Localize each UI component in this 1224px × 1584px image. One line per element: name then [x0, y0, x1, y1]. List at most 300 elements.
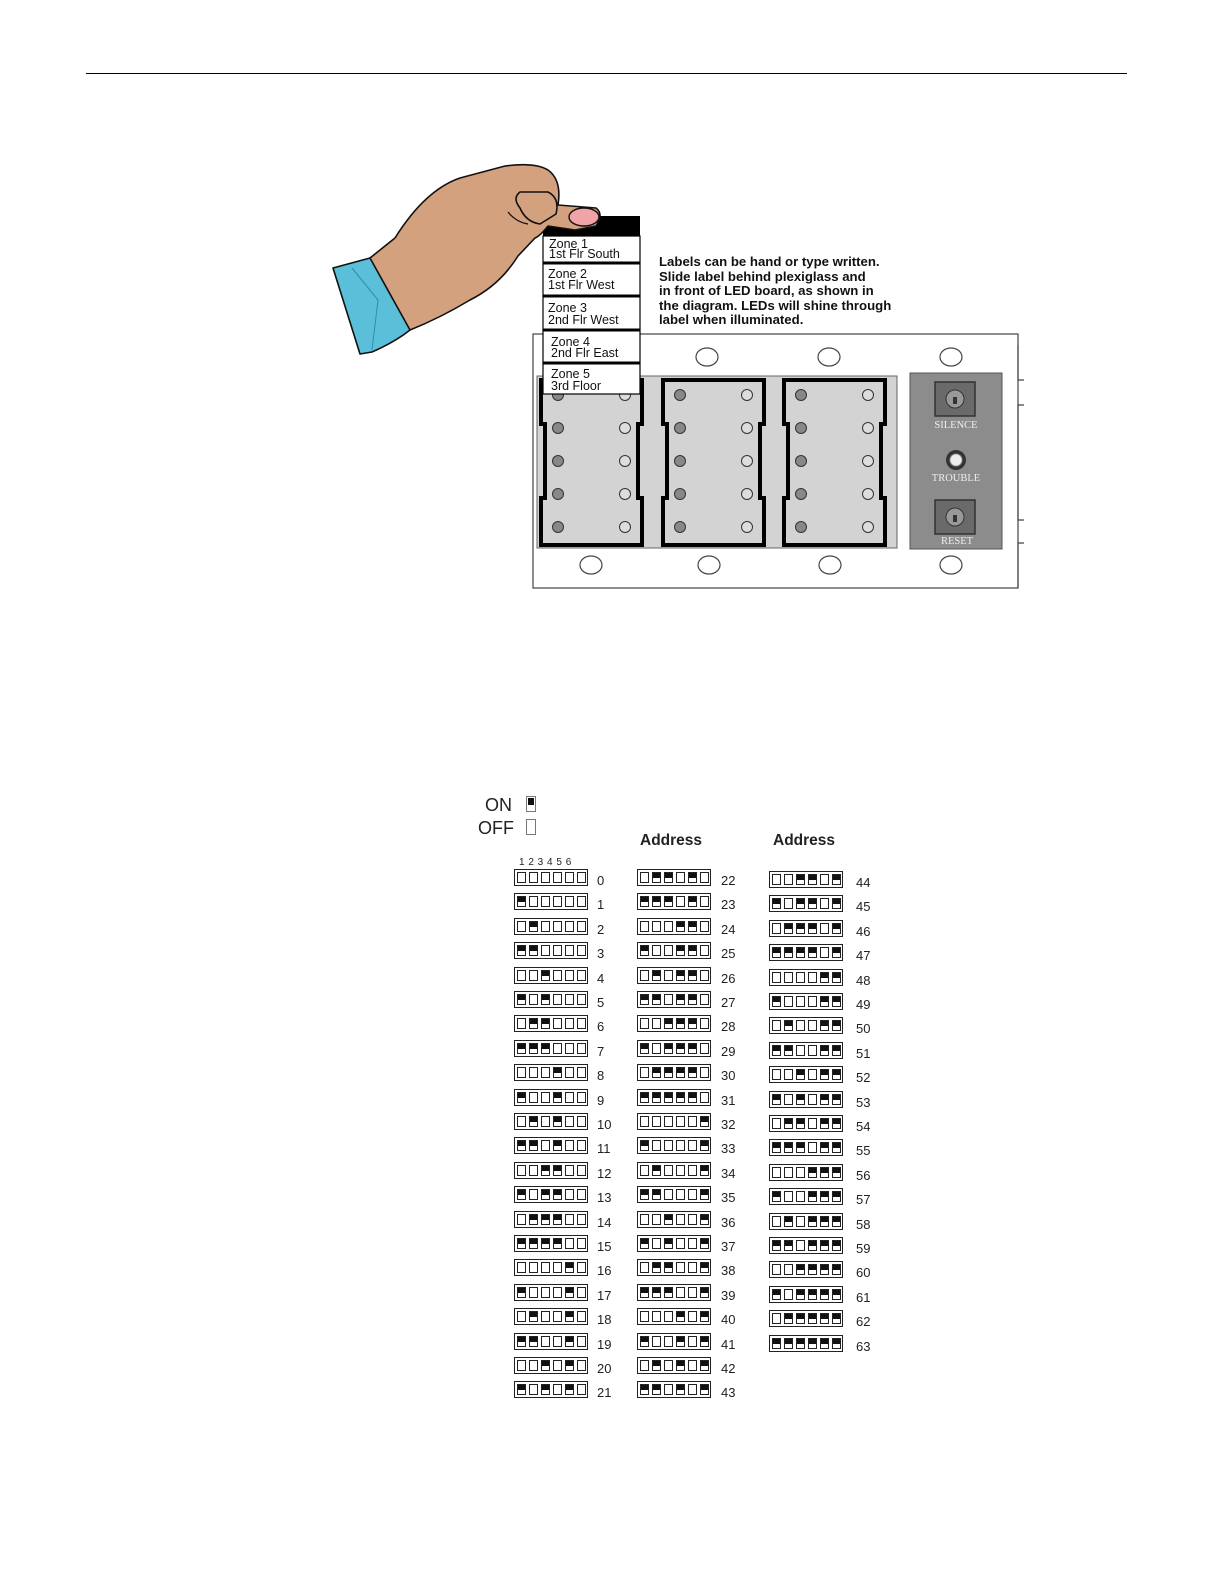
dip-switch-position-3 — [664, 1214, 673, 1225]
dip-switch-address-24 — [637, 918, 711, 935]
dip-switch-position-6 — [700, 1360, 709, 1371]
dip-switch-position-3 — [541, 1067, 550, 1078]
address-number: 26 — [721, 971, 736, 986]
dip-switch-position-3 — [664, 1165, 673, 1176]
dip-switch-position-3 — [796, 1045, 805, 1056]
dip-switch-position-6 — [577, 1360, 586, 1371]
dip-switch-position-4 — [808, 1094, 817, 1105]
address-number: 49 — [856, 997, 871, 1012]
dip-switch-position-4 — [553, 1043, 562, 1054]
instruction-line: Labels can be hand or type written. — [659, 254, 880, 269]
dip-switch-position-6 — [700, 1262, 709, 1273]
dip-switch-position-1 — [517, 1214, 526, 1225]
dip-switch-position-6 — [700, 1189, 709, 1200]
dip-switch-position-1 — [772, 1094, 781, 1105]
dip-switch-position-2 — [784, 1240, 793, 1251]
dip-switch-position-1 — [517, 1140, 526, 1151]
dip-switch-address-9 — [514, 1089, 588, 1106]
dip-switch-position-4 — [553, 1360, 562, 1371]
address-number: 20 — [597, 1361, 612, 1376]
dip-switch-position-1 — [517, 970, 526, 981]
dip-switch-position-5 — [565, 1018, 574, 1029]
dip-switch-position-4 — [676, 970, 685, 981]
address-number: 39 — [721, 1288, 736, 1303]
dip-switch-address-25 — [637, 942, 711, 959]
dip-switch-position-1 — [640, 1165, 649, 1176]
dip-switch-position-1 — [517, 1116, 526, 1127]
dip-switch-position-3 — [541, 945, 550, 956]
dip-switch-position-3 — [664, 970, 673, 981]
dip-switch-position-2 — [529, 970, 538, 981]
dip-switch-position-3 — [664, 896, 673, 907]
dip-switch-position-3 — [796, 1118, 805, 1129]
address-number: 54 — [856, 1119, 871, 1134]
address-number: 2 — [597, 922, 605, 937]
dip-switch-position-1 — [640, 1214, 649, 1225]
dip-switch-position-1 — [517, 1165, 526, 1176]
dip-switch-position-3 — [664, 1018, 673, 1029]
instruction-line: label when illuminated. — [659, 312, 804, 328]
address-number: 27 — [721, 995, 736, 1010]
address-number: 7 — [597, 1044, 605, 1059]
dip-switch-position-3 — [541, 1140, 550, 1151]
dip-switch-position-4 — [676, 945, 685, 956]
dip-switch-position-6 — [577, 1189, 586, 1200]
dip-switch-position-3 — [796, 1313, 805, 1324]
address-number: 41 — [721, 1337, 736, 1352]
dip-switch-position-1 — [517, 1189, 526, 1200]
dip-switch-position-6 — [577, 1092, 586, 1103]
dip-switch-position-5 — [565, 1262, 574, 1273]
dip-switch-position-4 — [553, 970, 562, 981]
dip-switch-address-5 — [514, 991, 588, 1008]
dip-switch-position-5 — [688, 1116, 697, 1127]
dip-switch-position-1 — [517, 1287, 526, 1298]
dip-switch-position-1 — [640, 1189, 649, 1200]
slide-label-3-line2: 2nd Flr West — [548, 313, 619, 327]
dip-switch-position-6 — [832, 1191, 841, 1202]
dip-switch-position-4 — [676, 921, 685, 932]
address-number: 46 — [856, 924, 871, 939]
address-number: 23 — [721, 897, 736, 912]
address-number: 45 — [856, 899, 871, 914]
dip-switch-position-6 — [832, 1020, 841, 1031]
dip-switch-position-1 — [640, 1384, 649, 1395]
dip-switch-position-6 — [700, 1092, 709, 1103]
dip-switch-address-18 — [514, 1308, 588, 1325]
dip-switch-position-2 — [652, 1067, 661, 1078]
dip-switch-position-1 — [640, 1287, 649, 1298]
dip-switch-position-5 — [820, 874, 829, 885]
dip-switch-position-5 — [565, 1116, 574, 1127]
dip-switch-position-1 — [640, 970, 649, 981]
dip-switch-position-2 — [784, 972, 793, 983]
dip-switch-position-6 — [700, 1165, 709, 1176]
dip-switch-position-4 — [553, 1238, 562, 1249]
dip-switch-position-1 — [640, 872, 649, 883]
dip-switch-position-1 — [772, 996, 781, 1007]
dip-switch-position-6 — [832, 1289, 841, 1300]
address-number: 57 — [856, 1192, 871, 1207]
dip-switch-position-3 — [664, 945, 673, 956]
dip-switch-address-1 — [514, 893, 588, 910]
dip-switch-position-4 — [553, 896, 562, 907]
address-number: 35 — [721, 1190, 736, 1205]
dip-switch-address-48 — [769, 969, 843, 986]
address-number: 3 — [597, 946, 605, 961]
dip-switch-position-1 — [772, 1264, 781, 1275]
address-number: 51 — [856, 1046, 871, 1061]
dip-switch-position-6 — [577, 1336, 586, 1347]
dip-switch-address-35 — [637, 1186, 711, 1203]
dip-switch-position-5 — [565, 1140, 574, 1151]
dip-switch-position-4 — [676, 1043, 685, 1054]
slide-label-2-line1: Zone 2 — [548, 267, 587, 281]
dip-switch-position-6 — [577, 1067, 586, 1078]
dip-switch-position-4 — [676, 1018, 685, 1029]
dip-switch-position-5 — [820, 1142, 829, 1153]
dip-switch-position-4 — [676, 1262, 685, 1273]
dip-switch-position-5 — [820, 1167, 829, 1178]
dip-switch-position-1 — [772, 1118, 781, 1129]
dip-switch-position-2 — [529, 945, 538, 956]
dip-switch-position-2 — [529, 1262, 538, 1273]
dip-switch-position-3 — [664, 1360, 673, 1371]
dip-switch-position-3 — [541, 1214, 550, 1225]
dip-switch-position-1 — [517, 872, 526, 883]
dip-switch-position-6 — [700, 896, 709, 907]
dip-switch-position-2 — [784, 1118, 793, 1129]
address-number: 22 — [721, 873, 736, 888]
dip-switch-position-2 — [652, 1287, 661, 1298]
dip-switch-position-5 — [820, 1191, 829, 1202]
dip-switch-position-4 — [676, 1287, 685, 1298]
dip-switch-position-4 — [808, 1142, 817, 1153]
dip-switch-position-6 — [577, 1018, 586, 1029]
dip-switch-position-5 — [688, 1214, 697, 1225]
dip-switch-position-4 — [553, 921, 562, 932]
dip-switch-position-4 — [676, 1360, 685, 1371]
dip-switch-position-3 — [796, 1191, 805, 1202]
dip-switch-position-3 — [796, 1142, 805, 1153]
address-number: 62 — [856, 1314, 871, 1329]
address-number: 43 — [721, 1385, 736, 1400]
dip-switch-position-6 — [577, 1214, 586, 1225]
dip-switch-position-6 — [700, 1140, 709, 1151]
dip-switch-address-8 — [514, 1064, 588, 1081]
dip-switch-position-6 — [832, 1264, 841, 1275]
dip-switch-address-63 — [769, 1335, 843, 1352]
dip-switch-position-2 — [784, 874, 793, 885]
dip-switch-position-3 — [541, 1043, 550, 1054]
dip-switch-position-5 — [565, 970, 574, 981]
address-number: 16 — [597, 1263, 612, 1278]
address-number: 28 — [721, 1019, 736, 1034]
dip-switch-position-1 — [772, 972, 781, 983]
dip-switch-position-2 — [529, 872, 538, 883]
dip-switch-position-4 — [808, 1045, 817, 1056]
slide-label-4-line2: 2nd Flr East — [551, 346, 619, 360]
dip-switch-position-4 — [808, 1020, 817, 1031]
dip-switch-position-2 — [529, 896, 538, 907]
dip-switch-address-22 — [637, 869, 711, 886]
address-number: 63 — [856, 1339, 871, 1354]
dip-switch-position-1 — [772, 898, 781, 909]
dip-switch-position-1 — [772, 1020, 781, 1031]
switch-position-labels: 1 2 3 4 5 6 — [519, 857, 572, 868]
dip-switch-position-6 — [700, 921, 709, 932]
dip-switch-position-5 — [688, 1336, 697, 1347]
silence-label: SILENCE — [934, 420, 978, 431]
dip-switch-position-5 — [565, 1384, 574, 1395]
dip-switch-position-2 — [529, 1116, 538, 1127]
dip-switch-position-1 — [772, 874, 781, 885]
dip-switch-position-4 — [553, 1336, 562, 1347]
dip-switch-position-1 — [517, 1067, 526, 1078]
address-number: 14 — [597, 1215, 612, 1230]
dip-switch-position-1 — [640, 1262, 649, 1273]
dip-switch-position-6 — [577, 1116, 586, 1127]
dip-switch-position-4 — [808, 1264, 817, 1275]
dip-switch-position-5 — [688, 896, 697, 907]
dip-switch-position-2 — [652, 1043, 661, 1054]
dip-switch-position-4 — [553, 1214, 562, 1225]
dip-switch-position-6 — [700, 1116, 709, 1127]
dip-switch-position-2 — [784, 1289, 793, 1300]
dip-switch-address-38 — [637, 1259, 711, 1276]
dip-switch-position-4 — [553, 1018, 562, 1029]
dip-switch-address-42 — [637, 1357, 711, 1374]
dip-switch-position-1 — [772, 1240, 781, 1251]
dip-switch-position-4 — [676, 1140, 685, 1151]
dip-switch-position-5 — [820, 1264, 829, 1275]
dip-switch-position-3 — [664, 994, 673, 1005]
address-number: 21 — [597, 1385, 612, 1400]
address-number: 61 — [856, 1290, 871, 1305]
dip-switch-position-1 — [772, 1191, 781, 1202]
dip-switch-position-4 — [808, 898, 817, 909]
dip-switch-address-53 — [769, 1091, 843, 1108]
dip-switch-position-2 — [784, 1094, 793, 1105]
dip-switch-position-5 — [820, 1094, 829, 1105]
dip-switch-address-6 — [514, 1015, 588, 1032]
address-number: 33 — [721, 1141, 736, 1156]
dip-switch-position-3 — [541, 1116, 550, 1127]
address-number: 53 — [856, 1095, 871, 1110]
dip-switch-position-1 — [640, 1043, 649, 1054]
address-number: 56 — [856, 1168, 871, 1183]
dip-switch-position-3 — [541, 1336, 550, 1347]
dip-switch-address-26 — [637, 967, 711, 984]
dip-switch-position-5 — [565, 1360, 574, 1371]
dip-switch-position-2 — [652, 1165, 661, 1176]
slide-label-5-line2: 3rd Floor — [551, 379, 602, 393]
dip-switch-position-3 — [796, 947, 805, 958]
slide-label-1-line2: 1st Flr South — [549, 247, 620, 261]
dip-switch-position-5 — [565, 994, 574, 1005]
address-number: 13 — [597, 1190, 612, 1205]
dip-switch-position-6 — [700, 1238, 709, 1249]
dip-switch-position-6 — [577, 896, 586, 907]
dip-switch-position-2 — [652, 1384, 661, 1395]
dip-switch-position-5 — [565, 872, 574, 883]
address-number: 6 — [597, 1019, 605, 1034]
dip-switch-position-4 — [808, 923, 817, 934]
dip-switch-position-4 — [553, 1189, 562, 1200]
address-number: 18 — [597, 1312, 612, 1327]
dip-switch-position-5 — [565, 1336, 574, 1347]
dip-switch-position-1 — [772, 1338, 781, 1349]
dip-switch-position-1 — [772, 1142, 781, 1153]
address-number: 42 — [721, 1361, 736, 1376]
dip-switch-position-3 — [541, 1384, 550, 1395]
dip-switch-position-2 — [529, 1043, 538, 1054]
dip-switch-position-5 — [565, 1214, 574, 1225]
address-number: 50 — [856, 1021, 871, 1036]
trouble-label: TROUBLE — [931, 473, 981, 484]
dip-switch-address-15 — [514, 1235, 588, 1252]
dip-switch-position-6 — [577, 1262, 586, 1273]
dip-switch-position-5 — [820, 1240, 829, 1251]
dip-switch-position-6 — [700, 1018, 709, 1029]
dip-switch-position-4 — [553, 1287, 562, 1298]
address-number: 44 — [856, 875, 871, 890]
slide-label-5-line1: Zone 5 — [551, 367, 590, 381]
slide-label-4-line1: Zone 4 — [551, 335, 590, 349]
dip-switch-position-6 — [577, 1140, 586, 1151]
slide-label-3-line1: Zone 3 — [548, 301, 587, 315]
dip-switch-position-1 — [772, 1045, 781, 1056]
dip-switch-position-1 — [517, 1238, 526, 1249]
dip-switch-address-12 — [514, 1162, 588, 1179]
dip-switch-position-5 — [820, 1313, 829, 1324]
dip-switch-address-36 — [637, 1211, 711, 1228]
dip-switch-position-3 — [541, 1238, 550, 1249]
address-number: 15 — [597, 1239, 612, 1254]
address-number: 40 — [721, 1312, 736, 1327]
dip-switch-address-46 — [769, 920, 843, 937]
dip-switch-position-5 — [688, 872, 697, 883]
dip-switch-position-4 — [676, 1189, 685, 1200]
address-number: 48 — [856, 973, 871, 988]
address-number: 58 — [856, 1217, 871, 1232]
dip-switch-position-6 — [832, 898, 841, 909]
dip-switch-position-5 — [820, 1118, 829, 1129]
dip-switch-position-1 — [772, 923, 781, 934]
address-number: 24 — [721, 922, 736, 937]
dip-switch-position-4 — [553, 1311, 562, 1322]
dip-switch-position-6 — [577, 1043, 586, 1054]
dip-switch-position-2 — [652, 1214, 661, 1225]
dip-switch-position-2 — [529, 1067, 538, 1078]
dip-switch-position-6 — [832, 947, 841, 958]
dip-switch-address-7 — [514, 1040, 588, 1057]
dip-switch-address-55 — [769, 1139, 843, 1156]
address-number: 11 — [597, 1141, 611, 1156]
dip-switch-position-2 — [529, 1165, 538, 1176]
instruction-line: the diagram. LEDs will shine through — [659, 297, 892, 313]
dip-switch-position-1 — [517, 994, 526, 1005]
dip-switch-position-4 — [553, 1262, 562, 1273]
dip-switch-position-4 — [808, 1240, 817, 1251]
dip-switch-position-6 — [832, 1216, 841, 1227]
dip-switch-address-44 — [769, 871, 843, 888]
dip-switch-position-4 — [676, 872, 685, 883]
dip-switch-position-5 — [688, 1140, 697, 1151]
dip-switch-position-5 — [688, 1067, 697, 1078]
dip-switch-position-1 — [772, 1167, 781, 1178]
dip-switch-position-2 — [529, 1140, 538, 1151]
dip-switch-position-6 — [577, 1384, 586, 1395]
dip-switch-position-2 — [529, 1018, 538, 1029]
dip-switch-position-2 — [784, 1313, 793, 1324]
dip-switch-position-5 — [565, 1311, 574, 1322]
dip-switch-position-3 — [541, 872, 550, 883]
dip-switch-position-1 — [640, 1311, 649, 1322]
dip-switch-position-6 — [700, 872, 709, 883]
dip-switch-position-2 — [652, 872, 661, 883]
dip-switch-address-31 — [637, 1089, 711, 1106]
address-number: 52 — [856, 1070, 871, 1085]
dip-switch-position-2 — [652, 1262, 661, 1273]
dip-switch-position-2 — [652, 945, 661, 956]
dip-switch-position-5 — [688, 994, 697, 1005]
dip-switch-position-6 — [700, 945, 709, 956]
legend-off-label: OFF — [478, 818, 514, 838]
dip-switch-position-4 — [676, 1214, 685, 1225]
dip-switch-position-3 — [541, 994, 550, 1005]
dip-switch-position-6 — [577, 1287, 586, 1298]
dip-switch-position-3 — [541, 1165, 550, 1176]
dip-switch-position-2 — [652, 970, 661, 981]
address-number: 60 — [856, 1265, 871, 1280]
dip-switch-address-11 — [514, 1137, 588, 1154]
address-number: 32 — [721, 1117, 736, 1132]
dip-switch-position-2 — [652, 921, 661, 932]
dip-switch-address-33 — [637, 1137, 711, 1154]
dip-switch-position-3 — [541, 970, 550, 981]
address-number: 29 — [721, 1044, 736, 1059]
dip-switch-position-6 — [832, 972, 841, 983]
dip-switch-address-13 — [514, 1186, 588, 1203]
dip-switch-position-1 — [640, 945, 649, 956]
dip-switch-position-2 — [652, 1140, 661, 1151]
dip-switch-position-3 — [664, 1287, 673, 1298]
dip-switch-position-4 — [676, 1384, 685, 1395]
dip-switch-position-1 — [517, 1360, 526, 1371]
dip-switch-address-29 — [637, 1040, 711, 1057]
dip-switch-position-3 — [796, 923, 805, 934]
dip-switch-position-3 — [664, 1043, 673, 1054]
dip-switch-position-5 — [565, 1287, 574, 1298]
dip-switch-position-5 — [565, 896, 574, 907]
address-number: 4 — [597, 971, 605, 986]
dip-switch-position-5 — [820, 1289, 829, 1300]
dip-switch-position-2 — [529, 1287, 538, 1298]
dip-switch-position-5 — [820, 898, 829, 909]
address-number: 25 — [721, 946, 736, 961]
dip-switch-position-5 — [565, 921, 574, 932]
dip-switch-position-6 — [832, 923, 841, 934]
dip-switch-address-32 — [637, 1113, 711, 1130]
dip-switch-position-2 — [784, 996, 793, 1007]
dip-switch-position-4 — [553, 872, 562, 883]
dip-switch-address-3 — [514, 942, 588, 959]
dip-switch-position-3 — [541, 1092, 550, 1103]
dip-switch-address-45 — [769, 895, 843, 912]
dip-switch-position-1 — [517, 1043, 526, 1054]
dip-switch-position-6 — [832, 1338, 841, 1349]
